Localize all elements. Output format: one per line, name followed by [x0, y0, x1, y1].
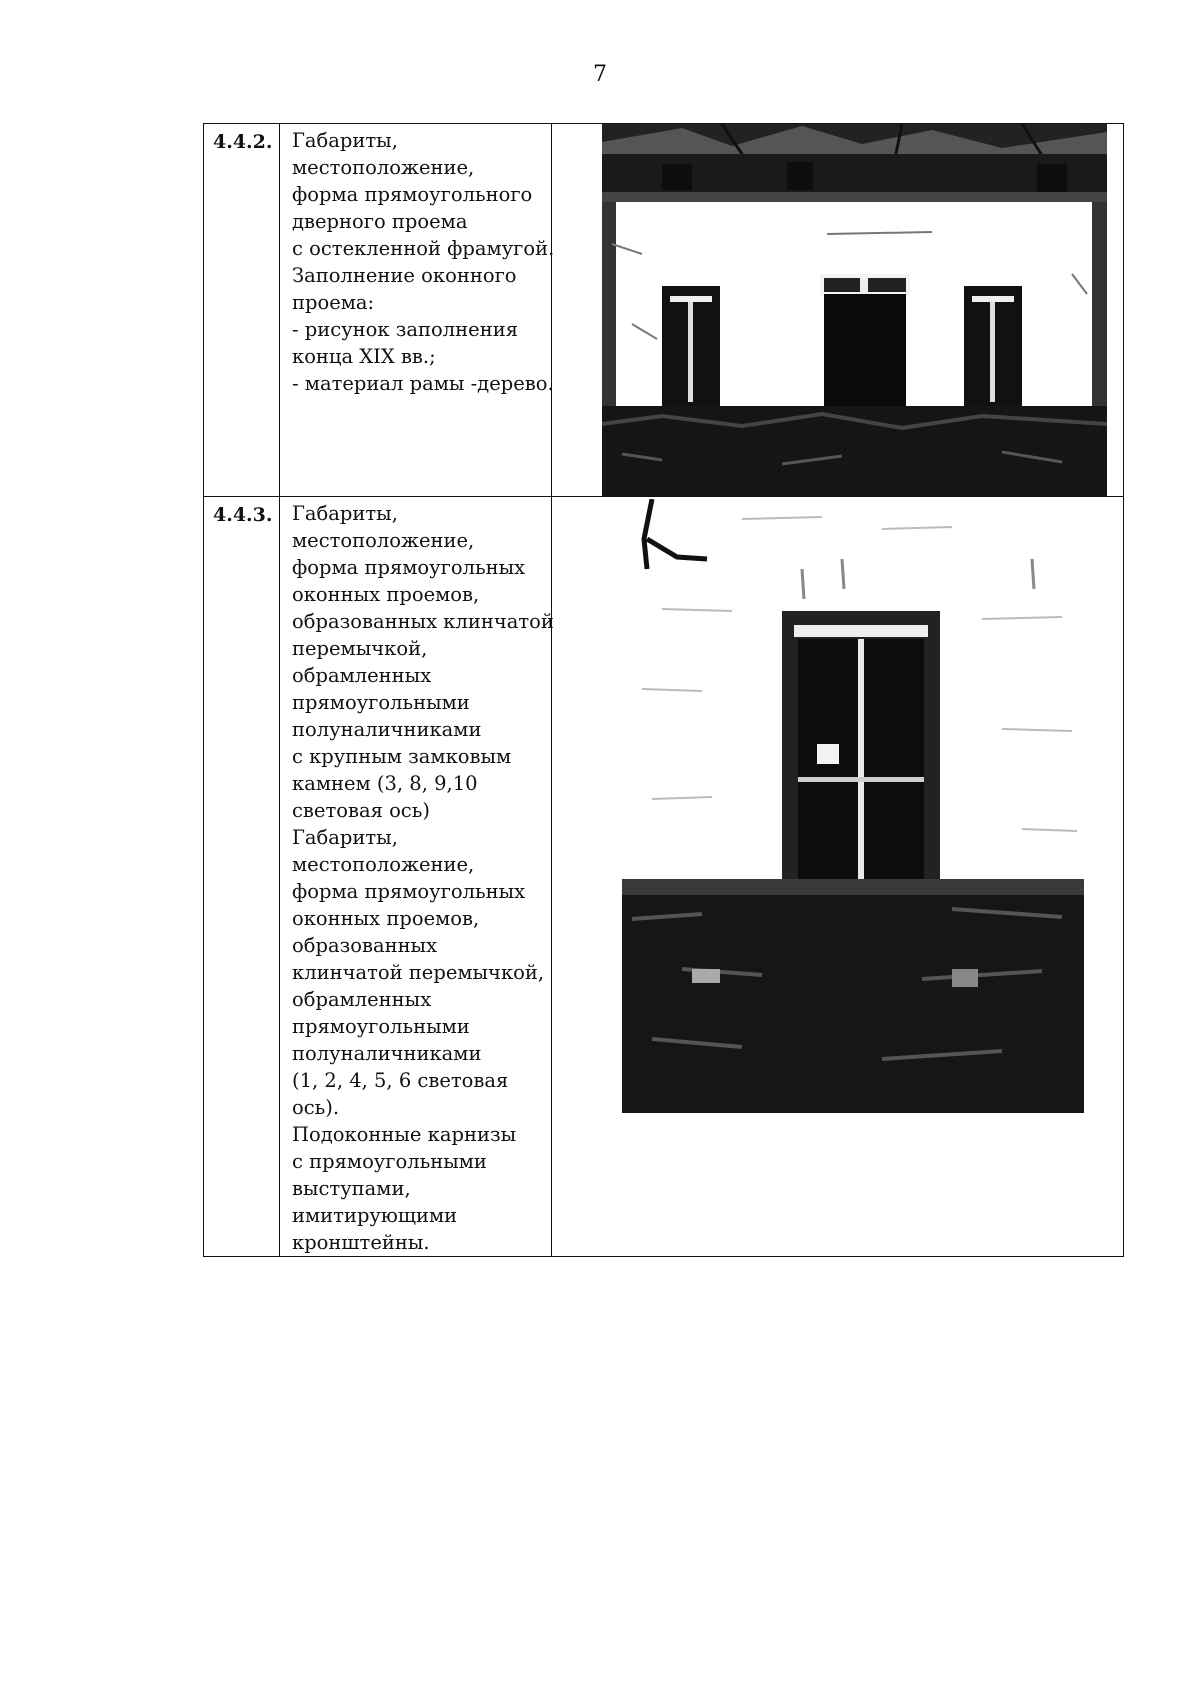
description-line: местоположение, — [292, 853, 475, 876]
description-line: Габариты, — [292, 502, 398, 525]
description-line: обрамленных — [292, 988, 432, 1011]
features-table — [203, 123, 1124, 1257]
door-photo-icon — [622, 499, 1084, 1113]
description-line: образованных — [292, 934, 438, 957]
description-line: конца XIX вв.; — [292, 345, 436, 368]
description-line: с остекленной фрамугой. — [292, 237, 555, 260]
description-line: форма прямоугольного — [292, 183, 533, 206]
description-line: имитирующими — [292, 1204, 458, 1227]
description-line: ось). — [292, 1096, 340, 1119]
description-line: прямоугольными — [292, 691, 470, 714]
description-line: Габариты, — [292, 826, 398, 849]
description-line: - материал рамы -дерево. — [292, 372, 554, 395]
description-line: полуналичниками — [292, 1042, 482, 1065]
item-description — [280, 124, 555, 497]
photo-cell — [552, 124, 1124, 497]
table-row — [204, 497, 1124, 1257]
description-line: - рисунок заполнения — [292, 318, 519, 341]
description-line: клинчатой перемычкой, — [292, 961, 545, 984]
description-line: световая ось) — [292, 799, 430, 822]
description-line: Подоконные карнизы — [292, 1123, 517, 1146]
description-line: оконных проемов, — [292, 583, 480, 606]
description-line: полуналичниками — [292, 718, 482, 741]
facade-photo-icon — [602, 124, 1107, 496]
description-line: местоположение, — [292, 529, 475, 552]
description-line: (1, 2, 4, 5, 6 световая — [292, 1069, 509, 1092]
description-line: с прямоугольными — [292, 1150, 487, 1173]
description-line: обрамленных — [292, 664, 432, 687]
item-description — [280, 497, 552, 1257]
photo-cell — [552, 497, 1124, 1257]
description-line: с крупным замковым — [292, 745, 512, 768]
description-line: форма прямоугольных — [292, 880, 526, 903]
description-line: проема: — [292, 291, 375, 314]
description-line: перемычкой, — [292, 637, 428, 660]
item-number: 4.4.3. — [204, 497, 280, 1257]
table-row — [204, 124, 1124, 497]
description-line: кронштейны. — [292, 1231, 430, 1254]
description-line: Заполнение оконного — [292, 264, 517, 287]
description-line: камнем (3, 8, 9,10 — [292, 772, 478, 795]
description-line: прямоугольными — [292, 1015, 470, 1038]
description-line: дверного проема — [292, 210, 468, 233]
description-line: образованных клинчатой — [292, 610, 554, 633]
description-line: оконных проемов, — [292, 907, 480, 930]
page-number: 7 — [593, 62, 607, 87]
description-line: Габариты, — [292, 129, 398, 152]
description-line: выступами, — [292, 1177, 411, 1200]
item-number: 4.4.2. — [204, 124, 280, 497]
description-line: местоположение, — [292, 156, 475, 179]
description-line: форма прямоугольных — [292, 556, 526, 579]
